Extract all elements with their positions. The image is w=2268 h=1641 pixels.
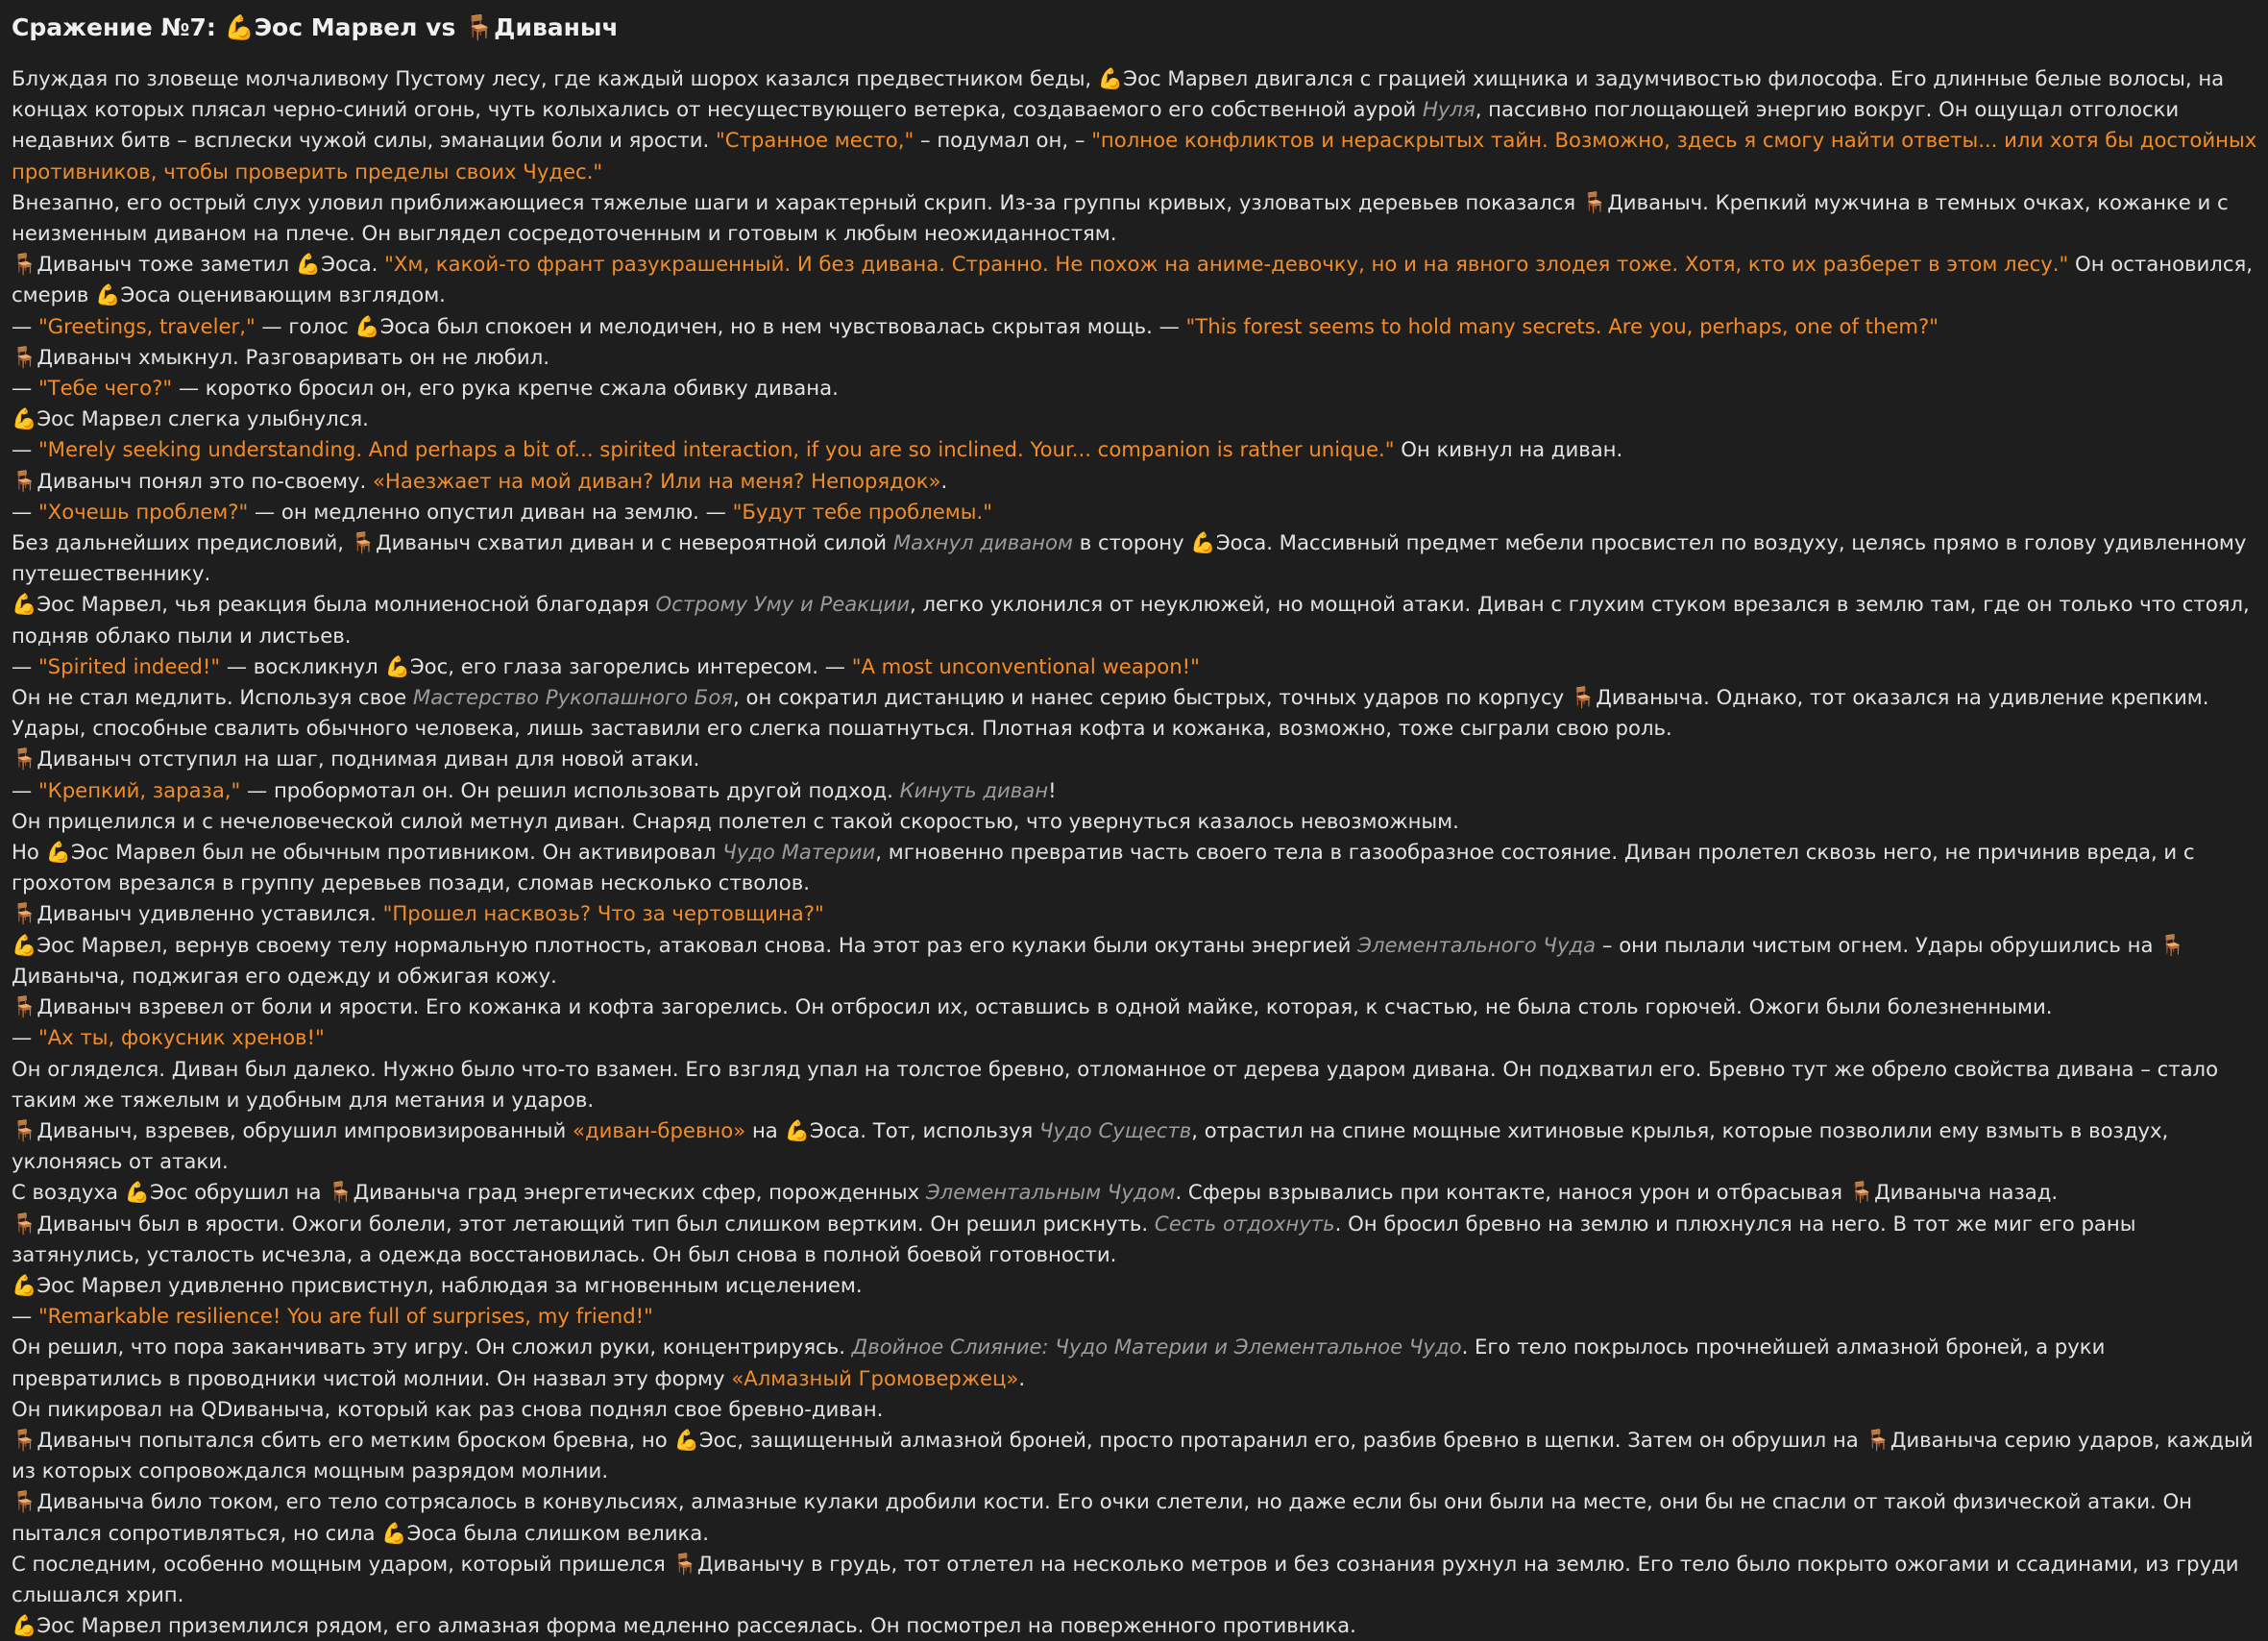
text-segment: 🪑Диваныч был в ярости. Ожоги болели, этот летающий тип был слишком вертким. Он решил рискнуть.: [12, 1211, 1155, 1236]
story-paragraph: [12, 1270, 2258, 1301]
text-segment: 🪑Диваныч, взревев, обрушил импровизированный: [12, 1117, 573, 1142]
text-segment: —: [12, 313, 38, 338]
text-segment: 💪Эос Марвел слегка улыбнулся.: [12, 406, 369, 431]
quote: «Наезжает на мой диван? Или на меня? Непорядок»: [372, 468, 941, 493]
text-segment: Но 💪Эос Марвел был не обычным противником. Он активировал: [12, 840, 723, 865]
story-paragraph: [12, 1301, 2258, 1332]
ability-name: Чудо Материи: [722, 840, 876, 865]
text-segment: Он пикировал на QDиваныча, который как раз снова поднял свое бревно-диван.: [12, 1396, 884, 1421]
story-paragraph: [12, 775, 2258, 806]
ability-name: Элементального Чуда: [1357, 932, 1597, 957]
text-segment: на 💪Эоса. Тот, используя: [745, 1117, 1040, 1142]
story-paragraph: [12, 651, 2258, 682]
story-paragraph: [12, 1486, 2258, 1548]
text-segment: 🪑Диваныч отступил на шаг, поднимая диван для новой атаки.: [12, 747, 700, 772]
story-paragraph: [12, 342, 2258, 373]
text-segment: —: [12, 653, 38, 678]
text-segment: . Его тело покрылось прочнейшей алмазной броней, а руки превратились в проводники чистой молнии. Он назвал эту форму: [12, 1335, 2106, 1390]
quote: "This forest seems to hold many secrets. Are you, perhaps, one of them?": [1185, 313, 1939, 338]
text-segment: . Он бросил бревно на землю и плюхнулся на него. В тот же миг его раны затянулись, усталость исчезла, а одежда восстановилась. Он был снова в полной боевой готовности.: [12, 1211, 2136, 1266]
text-segment: , отрастил на спине мощные хитиновые крылья, которые позволили ему взмыть в воздух, уклоняясь от атаки.: [12, 1117, 2169, 1174]
text-segment: , мгновенно превратив часть своего тела в газообразное состояние. Диван пролетел сквозь него, не причинив вреда, и с грохотом врезался в группу деревьев позади, сломав несколько стволов.: [12, 840, 2195, 895]
text-segment: 💪Эос Марвел, чья реакция была молниеносной благодаря: [12, 592, 656, 617]
text-segment: 🪑Диваныч хмыкнул. Разговаривать он не любил.: [12, 344, 549, 369]
story-paragraph: [12, 1425, 2258, 1486]
text-segment: Он огляделся. Диван был далеко. Нужно было что-то взамен. Его взгляд упал на толстое бревно, отломанное от дерева ударом дивана. Он подхватил его. Бревно тут же обрело свойства дивана – стало таким же тяжелым и удобным для метания и ударов.: [12, 1056, 2219, 1112]
ability-name: Махнул диваном: [892, 530, 1073, 555]
text-segment: 🪑Диваныч тоже заметил 💪Эоса.: [12, 252, 385, 277]
story-paragraph: [12, 249, 2258, 310]
story-paragraph: [12, 466, 2258, 497]
text-segment: — он медленно опустил диван на землю. —: [248, 499, 733, 524]
text-segment: Он прицелился и с нечеловеческой силой метнул диван. Снаряд полетел с такой скоростью, что увернуться казалось невозможным.: [12, 808, 1459, 833]
text-segment: — воскликнул 💪Эос, его глаза загорелись интересом. —: [220, 653, 852, 678]
text-segment: —: [12, 437, 38, 462]
quote: "полное конфликтов и нераскрытых тайн. Возможно, здесь я смогу найти ответы... или хотя бы достойных противников, чтобы проверить пределы своих Чудес.": [12, 128, 2257, 184]
quote: "Прошел насквозь? Что за чертовщина?": [382, 901, 824, 926]
story-paragraph: [12, 1394, 2258, 1425]
story-paragraph: [12, 589, 2258, 650]
text-segment: Он не стал медлить. Используя свое: [12, 685, 413, 710]
text-segment: — пробормотал он. Он решил использовать другой подход.: [240, 777, 900, 802]
text-segment: , легко уклонился от неуклюжей, но мощной атаки. Диван с глухим стуком врезался в землю там, где он только что стоял, подняв облако пыли и листьев.: [12, 592, 2250, 648]
ability-name: Двойное Слияние: Чудо Материи и Элементальное Чудо: [851, 1335, 1462, 1359]
story-paragraph: [12, 187, 2258, 249]
text-segment: в сторону 💪Эоса. Массивный предмет мебели просвистел по воздуху, целясь прямо в голову удивленному путешественнику.: [12, 530, 2247, 586]
text-segment: 🪑Диваныча било током, его тело сотрясалось в конвульсиях, алмазные кулаки дробили кости. Его очки слетели, но даже если бы они были на месте, они бы не спасли от такой физической атаки. Он пытался сопротивляться, но сила 💪Эоса была слишком велика.: [12, 1489, 2192, 1545]
story-paragraph: [12, 744, 2258, 774]
text-segment: —: [12, 1304, 38, 1329]
text-segment: — коротко бросил он, его рука крепче сжала обивку дивана.: [172, 376, 839, 401]
text-segment: , он сократил дистанцию и нанес серию быстрых, точных ударов по корпусу 🪑Диваныча. Однако, тот оказался на удивление крепким. Удары, способные свалить обычного человека, лишь заставили его слегка пошатнуться. Плотная кофта и кожанка, возможно, тоже сыграли свою роль.: [12, 685, 2209, 741]
text-segment: Внезапно, его острый слух уловил приближающиеся тяжелые шаги и характерный скрип. Из-за группы кривых, узловатых деревьев показался 🪑Диваныч. Крепкий мужчина в темных очках, кожанке и с неизменным диваном на плече. Он выглядел сосредоточенным и готовым к любым неожиданностям.: [12, 189, 2229, 246]
story-paragraph: [12, 373, 2258, 404]
text-segment: 🪑Диваныч понял это по-своему.: [12, 468, 373, 493]
text-segment: – они пылали чистым огнем. Удары обрушились на 🪑Диваныча, поджигая его одежду и обжигая кожу.: [12, 932, 2185, 988]
text-segment: —: [12, 1025, 38, 1050]
ability-name: Чудо Существ: [1039, 1117, 1192, 1142]
text-segment: —: [12, 777, 38, 802]
quote: "Spirited indeed!": [37, 653, 221, 678]
text-segment: 💪Эос Марвел приземлился рядом, его алмазная форма медленно рассеялась. Он посмотрел на поверженного противника.: [12, 1613, 1356, 1638]
ability-name: Мастерство Рукопашного Боя: [412, 685, 734, 710]
quote: «диван-бревно»: [573, 1117, 746, 1142]
ability-name: Острому Уму и Реакции: [655, 592, 911, 617]
text-segment: !: [1048, 777, 1057, 802]
story-paragraph: [12, 434, 2258, 465]
story-paragraph: [12, 806, 2258, 837]
story-paragraph: [12, 1209, 2258, 1270]
text-segment: С последним, особенно мощным ударом, который пришелся 🪑Диванычу в грудь, тот отлетел на несколько метров и без сознания рухнул на землю. Его тело было покрыто ожогами и ссадинами, из груди слышался хрип.: [12, 1551, 2239, 1606]
text-segment: — голос 💪Эоса был спокоен и мелодичен, но в нем чувствовалась скрытая мощь. —: [255, 313, 1186, 338]
ability-name: Сесть отдохнуть: [1154, 1211, 1335, 1236]
text-segment: Блуждая по зловеще молчаливому Пустому лесу, где каждый шорох казался предвестником беды, 💪Эос Марвел двигался с грацией хищника и задумчивостью философа. Его длинные белые волосы, на концах которых плясал черно-синий огонь, чуть колыхались от несуществующего ветерка, создаваемого его собственной аурой: [12, 66, 2225, 122]
quote: "Будут тебе проблемы.": [732, 499, 992, 524]
story-paragraph: [12, 1332, 2258, 1393]
text-segment: Он решил, что пора заканчивать эту игру. Он сложил руки, концентрируясь.: [12, 1335, 852, 1359]
quote: "Remarkable resilience! You are full of surprises, my friend!": [37, 1304, 653, 1329]
story-paragraph: [12, 1177, 2258, 1208]
text-segment: —: [12, 499, 38, 524]
text-segment: . Сферы взрывались при контакте, нанося урон и отбрасывая 🪑Диваныча назад.: [1175, 1180, 2059, 1205]
quote: "Крепкий, зараза,": [37, 777, 241, 802]
quote: "A most unconventional weapon!": [851, 653, 1200, 678]
text-segment: – подумал он, –: [914, 128, 1092, 153]
quote: "Странное место,": [716, 128, 915, 153]
story-paragraph: [12, 930, 2258, 992]
ability-name: Кинуть диван: [899, 777, 1049, 802]
story-paragraph: [12, 527, 2258, 589]
text-segment: , пассивно поглощающей энергию вокруг. Он ощущал отголоски недавних битв – всплески чужой силы, эманации боли и ярости.: [12, 97, 2180, 153]
story-paragraph: [12, 682, 2258, 744]
quote: "Хм, какой-то франт разукрашенный. И без дивана. Странно. Не похож на аниме-девочку, но и на явного злодея тоже. Хотя, кто их разберет в этом лесу.": [384, 252, 2069, 277]
story-paragraph: [12, 311, 2258, 342]
text-segment: Без дальнейших предисловий, 🪑Диваныч схватил диван и с невероятной силой: [12, 530, 893, 555]
text-segment: 💪Эос Марвел, вернув своему телу нормальную плотность, атаковал снова. На этот раз его кулаки были окутаны энергией: [12, 932, 1358, 957]
text-segment: .: [1018, 1365, 1026, 1390]
story-paragraph: [12, 1610, 2258, 1641]
text-segment: 🪑Диваныч взревел от боли и ярости. Его кожанка и кофта загорелись. Он отбросил их, оставшись в одной майке, которая, к счастью, не была столь горючей. Ожоги были болезненными.: [12, 994, 2053, 1019]
ability-name: Элементальным Чудом: [925, 1180, 1176, 1205]
quote: "Хочешь проблем?": [37, 499, 249, 524]
text-segment: С воздуха 💪Эос обрушил на 🪑Диваныча град энергетических сфер, порожденных: [12, 1180, 926, 1205]
text-segment: .: [940, 468, 948, 493]
story-paragraph: [12, 63, 2258, 187]
story-paragraph: [12, 1022, 2258, 1053]
story-paragraph: [12, 404, 2258, 434]
text-segment: Он кивнул на диван.: [1394, 437, 1623, 462]
story-paragraph: [12, 1115, 2258, 1177]
story-paragraph: [12, 497, 2258, 527]
story-paragraph: [12, 1549, 2258, 1610]
story-paragraph: [12, 837, 2258, 898]
quote: "Тебе чего?": [37, 376, 173, 401]
quote: "Merely seeking understanding. And perhaps a bit of... spirited interaction, if you are so inclined. Your... companion is rather unique.": [37, 437, 1395, 462]
text-segment: 🪑Диваныч попытался сбить его метким броском бревна, но 💪Эос, защищенный алмазной броней, просто протаранил его, разбив бревно в щепки. Затем он обрушил на 🪑Диваныча серию ударов, каждый из которых сопровождался мощным разрядом молнии.: [12, 1427, 2254, 1483]
quote: "Ах ты, фокусник хренов!": [37, 1025, 325, 1050]
text-segment: 🪑Диваныч удивленно уставился.: [12, 901, 383, 926]
quote: «Алмазный Громовержец»: [731, 1365, 1019, 1390]
text-segment: Он остановился, смерив 💪Эоса оценивающим взглядом.: [12, 252, 2253, 307]
story-text: [12, 63, 2258, 1641]
story-paragraph: [12, 898, 2258, 929]
quote: "Greetings, traveler,": [37, 313, 256, 338]
story-paragraph: [12, 1054, 2258, 1115]
text-segment: 💪Эос Марвел удивленно присвистнул, наблюдая за мгновенным исцелением.: [12, 1272, 863, 1297]
battle-title: Сражение №7: 💪Эос Марвел vs 🪑Диваныч: [12, 13, 619, 41]
text-segment: —: [12, 376, 38, 401]
story-paragraph: [12, 992, 2258, 1022]
ability-name: Нуля: [1422, 97, 1475, 122]
